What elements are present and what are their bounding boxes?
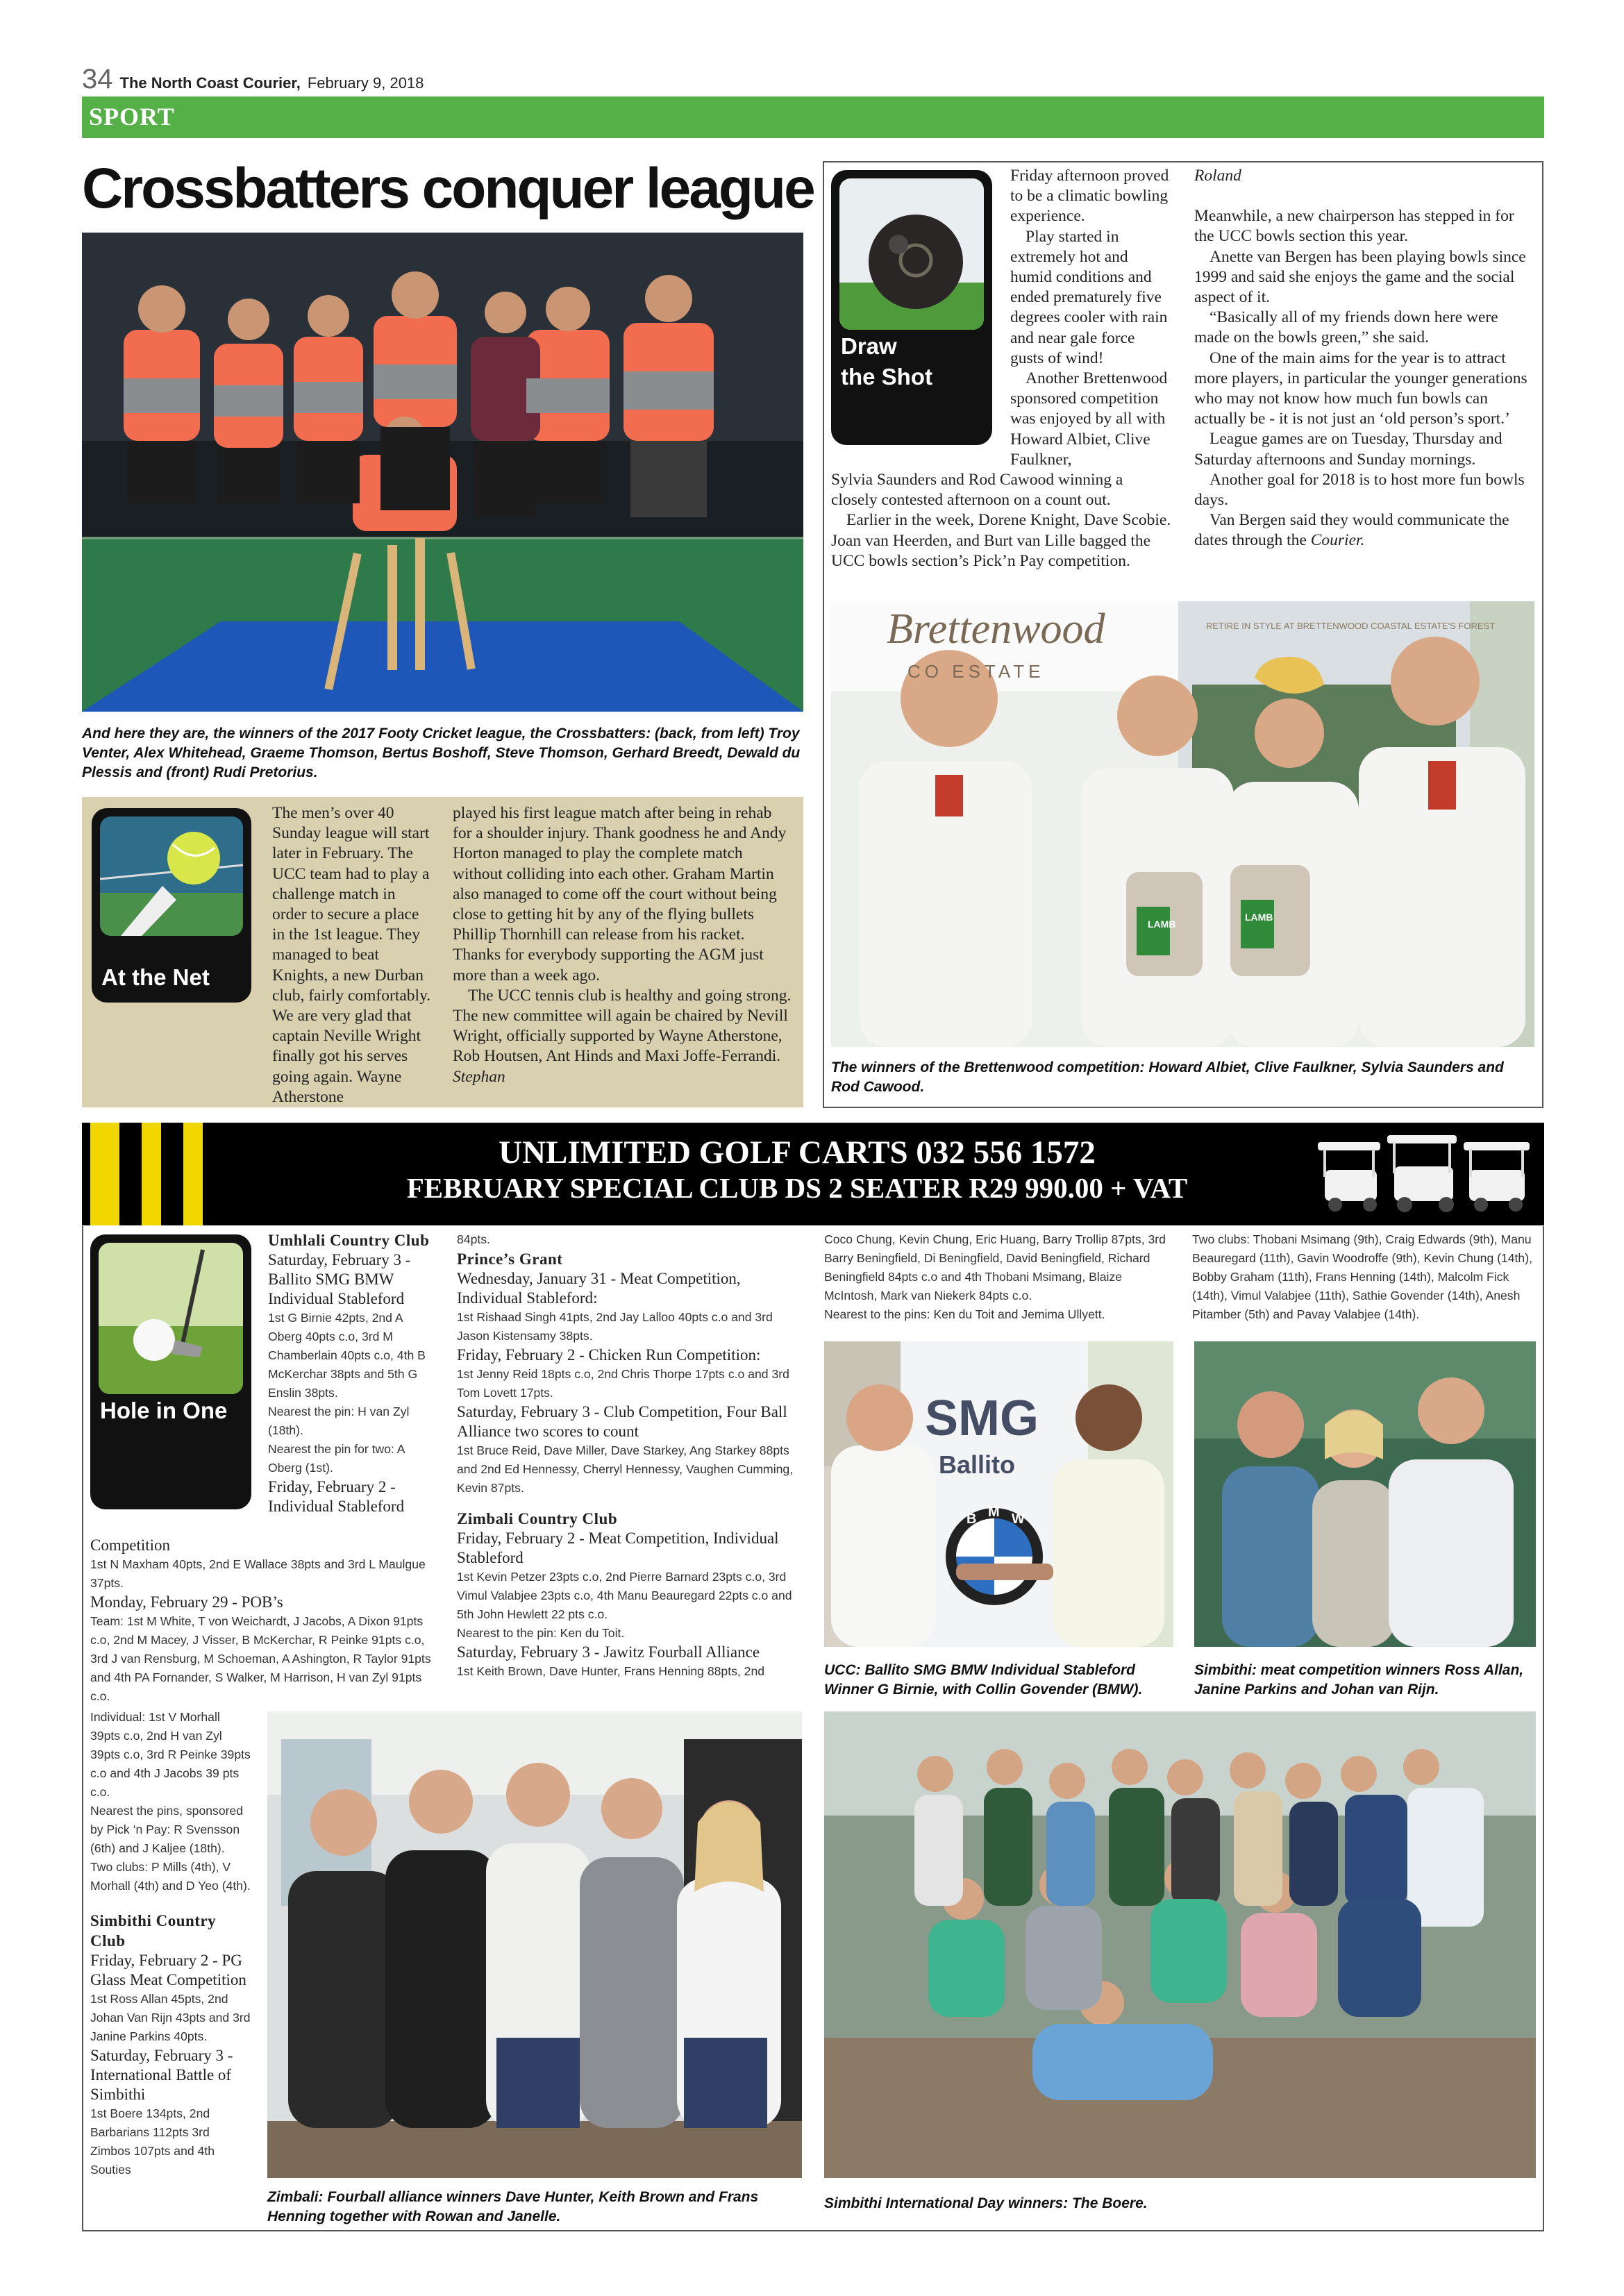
col3-b: Nearest to the pins: Ken du Toit and Jemima Ullyett. bbox=[824, 1307, 1105, 1321]
hole-in-one-label: Hole in One bbox=[100, 1398, 228, 1423]
umhlali-head: Umhlali Country Club bbox=[268, 1232, 430, 1249]
umhlali-block-2 bbox=[90, 1536, 435, 1706]
prince-r3: 1st Bruce Reid, Dave Miller, Dave Starkey, Ang Starkey 88pts and 2nd Ed Hennessy, Cherryl Hennessy, Vaughen Cumming, Kevin 87pts. bbox=[457, 1443, 794, 1495]
bmw-b: B bbox=[966, 1511, 977, 1527]
caption-ucc: UCC: Ballito SMG BMW Individual Stableford Winner G Birnie, with Collin Govender (BMW). bbox=[824, 1662, 1143, 1698]
photo-ucc-smg-bmw bbox=[824, 1341, 1173, 1647]
draw-p4: Sylvia Saunders and Rod Cawood winning a closely contested afternoon on a count out. bbox=[831, 471, 1123, 510]
page-number: 34 bbox=[82, 64, 113, 94]
ad-line1: UNLIMITED GOLF CARTS 032 556 1572 bbox=[499, 1134, 1096, 1171]
simbithi-head: Simbithi Country Club bbox=[90, 1912, 217, 1950]
draw-q7-text: Van Bergen said they would communicate the dates through the bbox=[1194, 511, 1509, 550]
brettenwood-sign-right: RETIRE IN STYLE AT BRETTENWOOD COASTAL ESTATE'S FOREST bbox=[1206, 621, 1496, 631]
section-bar bbox=[82, 97, 1544, 138]
at-the-net-p2: The UCC tennis club is healthy and going strong. The new committee will again be chaired by Nevill Wright, officially supported by Wayne Atherstone, Rob Houtsen, Ant Hinds and Maxi Joffe-Ferrandi. bbox=[453, 986, 792, 1066]
zimbali-sub2: Saturday, February 3 - Jawitz Fourball Alliance bbox=[457, 1643, 760, 1661]
at-the-net-box bbox=[82, 797, 803, 1107]
draw-q2: Anette van Bergen has been playing bowls since 1999 and said she enjoys the game and the social aspect of it. bbox=[1194, 247, 1526, 307]
at-the-net-col2 bbox=[453, 803, 793, 1087]
golf-carts-image bbox=[1311, 1128, 1540, 1220]
umhlali-r7: Nearest the pins, sponsored by Pick ‘n Pay: R Svensson (6th) and J Kaljee (18th). bbox=[90, 1804, 244, 1855]
umhlali-r6: Individual: 1st V Morhall 39pts c.o, 2nd H van Zyl 39pts c.o, 3rd R Peinke 39pts c.o and 4th J Jacobs 39 pts c.o. bbox=[90, 1710, 251, 1799]
photo-brettenwood-winners bbox=[831, 601, 1534, 1047]
headline-crossbatters: Crossbatters conquer league bbox=[82, 157, 814, 220]
umhlali-r3: Nearest the pin for two: A Oberg (1st). bbox=[268, 1442, 405, 1475]
draw-label-line2: the Shot bbox=[841, 364, 932, 389]
at-the-net-badge bbox=[92, 808, 251, 1003]
umhlali-r2: Nearest the pin: H van Zyl (18th). bbox=[268, 1405, 410, 1437]
col3-text: Coco Chung, Kevin Chung, Eric Huang, Barry Trollip 87pts, 3rd Barry Beningfield, Di Beningfield, David Beningfield, Richard Beningfield 84pts c.o and 4th Thobani Msimang, Blaize McIntosh, Mark van Niekerk 84pts c.o. bbox=[824, 1232, 1166, 1302]
draw-q5: League games are on Tuesday, Thursday and Saturday afternoons and Sunday mornings. bbox=[1194, 430, 1502, 469]
draw-q7-italic: Courier. bbox=[1310, 531, 1365, 550]
prince-r1: 1st Rishaad Singh 41pts, 2nd Jay Lalloo 40pts c.o and 3rd Jason Kistensamy 38pts. bbox=[457, 1310, 773, 1343]
tennis-ball-photo bbox=[100, 816, 243, 936]
draw-p1: Friday afternoon proved to be a climatic bowling experience. bbox=[1010, 167, 1169, 226]
draw-the-shot-label bbox=[841, 331, 932, 392]
bmw-m: M bbox=[988, 1505, 1000, 1520]
caption-brettenwood: The winners of the Brettenwood competition: Howard Albiet, Clive Faulkner, Sylvia Saunders and Rod Cawood. bbox=[831, 1059, 1504, 1095]
ad-line2: FEBRUARY SPECIAL CLUB DS 2 SEATER R29 990.00 + VAT bbox=[406, 1172, 1188, 1204]
photo-zimbali-fourball bbox=[267, 1711, 802, 2178]
ad-yellow-stripes bbox=[82, 1123, 243, 1225]
col2-top: 84pts. bbox=[457, 1232, 490, 1246]
caption-crossbatters: And here they are, the winners of the 2017 Footy Cricket league, the Crossbatters: (back, from left) Troy Venter, Alex Whitehead, Graeme Thomson, Bertus Boshoff, Steve Thomson, Gerhard Breedt, Dewald du Plessis and (front) Rudi Pretorius. bbox=[82, 726, 801, 780]
golf-col4 bbox=[1192, 1230, 1536, 1324]
folio bbox=[82, 64, 424, 97]
bag-label-2: LAMB bbox=[1245, 912, 1273, 923]
at-the-net-p1: played his first league match after being in rehab for a shoulder injury. Thank goodness he and Andy Horton managed to play the complete match without colliding into each other. Graham Martin also managed to come off the court without being close to getting hit by any of the flying bullets Phillip Thornhill can release from his racket. Thanks for everybody supporting the AGM just more than a week ago. bbox=[453, 804, 787, 984]
paper-name: The North Coast Courier, bbox=[119, 74, 301, 92]
zimbali-sub1: Friday, February 2 - Meat Competition, Individual Stableford bbox=[457, 1530, 779, 1566]
photo-crossbatters-team bbox=[82, 233, 803, 712]
at-the-net-col1: The men’s over 40 Sunday league will start later in February. The UCC team had to play a challenge match in order to secure a place in the 1st league. They managed to beat Knights, a new Durban club, fairly comfortably. We are very glad that captain Neville Wright finally got his serves going again. Wayne Atherstone bbox=[272, 804, 431, 1106]
zimbali-r1: 1st Kevin Petzer 23pts c.o, 2nd Pierre Barnard 23pts c.o, 3rd Vimul Valabjee 23pts c.o, 4th Manu Beauregard 22pts c.o and 5th John Hewlett 22 pts c.o. bbox=[457, 1570, 792, 1621]
hole-in-one-badge bbox=[90, 1234, 251, 1509]
brettenwood-sign-sub: CO ESTATE bbox=[907, 661, 1045, 682]
prince-sub2: Friday, February 2 - Chicken Run Competition: bbox=[457, 1346, 761, 1364]
golf-col3 bbox=[824, 1230, 1171, 1324]
draw-p5: Earlier in the week, Dorene Knight, Dave Scobie. Joan van Heerden, and Burt van Lille bagged the UCC bowls section’s Pick’n Pay competition. bbox=[831, 511, 1171, 570]
draw-q3: “Basically all of my friends down here were made on the bowls green,” she said. bbox=[1194, 308, 1498, 347]
umhlali-block bbox=[268, 1230, 435, 1516]
prince-r2: 1st Jenny Reid 18pts c.o, 2nd Chris Thorpe 17pts c.o and 3rd Tom Lovett 17pts. bbox=[457, 1367, 789, 1400]
draw-col1-narrow bbox=[1010, 166, 1171, 470]
simbithi-sub1: Friday, February 2 - PG Glass Meat Competition bbox=[90, 1952, 246, 1988]
issue-date: February 9, 2018 bbox=[307, 74, 424, 92]
section-label: SPORT bbox=[89, 103, 175, 131]
zimbali-r2: Nearest to the pin: Ken du Toit. bbox=[457, 1626, 625, 1640]
simbithi-r1: 1st Ross Allan 45pts, 2nd Johan Van Rijn 43pts and 3rd Janine Parkins 40pts. bbox=[90, 1992, 251, 2043]
smg-text: SMG bbox=[925, 1391, 1039, 1446]
draw-q7 bbox=[1194, 510, 1534, 551]
umhlali-sub1: Saturday, February 3 - Ballito SMG BMW Individual Stableford bbox=[268, 1251, 411, 1307]
umhlali-sub2b: Competition bbox=[90, 1536, 170, 1554]
at-the-net-signoff: Stephan bbox=[453, 1067, 505, 1086]
simbithi-r2: 1st Boere 134pts, 2nd Barbarians 112pts 3rd Zimbos 107pts and 4th Souties bbox=[90, 2106, 215, 2177]
golf-col2 bbox=[457, 1230, 801, 1681]
umhlali-r1: 1st G Birnie 42pts, 2nd A Oberg 40pts c.o, 3rd M Chamberlain 40pts c.o, 4th B McKerchar 38pts and 5th G Enslin 38pts. bbox=[268, 1311, 426, 1400]
bowling-ball-photo bbox=[839, 178, 984, 330]
simbithi-sub2: Saturday, February 3 - International Battle of Simbithi bbox=[90, 2047, 233, 2103]
brettenwood-sign: Brettenwood bbox=[887, 605, 1105, 653]
zimbali-head: Zimbali Country Club bbox=[457, 1510, 618, 1527]
ballito-text: Ballito bbox=[939, 1450, 1016, 1479]
draw-p3: Another Brettenwood sponsored competition was enjoyed by all with Howard Albiet, Clive Faulkner, bbox=[1010, 369, 1168, 469]
photo-simbithi-meat bbox=[1194, 1341, 1536, 1647]
bmw-w: W bbox=[1012, 1511, 1025, 1527]
at-the-net-label: At the Net bbox=[101, 964, 210, 990]
caption-zimbali: Zimbali: Fourball alliance winners Dave Hunter, Keith Brown and Frans Henning together with Rowan and Janelle. bbox=[267, 2189, 759, 2224]
draw-q1: Meanwhile, a new chairperson has stepped in for the UCC bowls section this year. bbox=[1194, 207, 1514, 246]
caption-simbithi-meat: Simbithi: meat competition winners Ross Allan, Janine Parkins and Johan van Rijn. bbox=[1194, 1662, 1524, 1698]
ad-golf-carts bbox=[82, 1123, 1544, 1225]
draw-the-shot-badge bbox=[831, 170, 992, 445]
draw-signoff: Roland bbox=[1194, 167, 1241, 185]
caption-simbithi-intl: Simbithi International Day winners: The Boere. bbox=[824, 2195, 1148, 2211]
umhlali-sub2a: Friday, February 2 - Individual Stableford bbox=[268, 1478, 405, 1515]
umhlali-r8: Two clubs: P Mills (4th), V Morhall (4th) and D Yeo (4th). bbox=[90, 1860, 251, 1893]
umhlali-r5: Team: 1st M White, T von Weichardt, J Jacobs, A Dixon 91pts c.o, 2nd M Macey, J Visser, B McKerchar, R Peinke 91pts c.o, 3rd J van Rensburg, M Schoeman, A Ashington, R Taylor 91pts and 4th PA Fornander, S Walker, M Harrison, H van Zyl 91pts c.o. bbox=[90, 1614, 431, 1703]
draw-label-line1: Draw bbox=[841, 333, 897, 359]
draw-q4: One of the main aims for the year is to attract more players, in particular the younger generations who may not know how much fun bowls can actually be - it is not just an ‘old person’s sport.’ bbox=[1194, 349, 1527, 428]
prince-head: Prince’s Grant bbox=[457, 1250, 563, 1268]
draw-q6: Another goal for 2018 is to host more fun bowls days. bbox=[1194, 470, 1525, 510]
umhlali-sub3: Monday, February 29 - POB’s bbox=[90, 1593, 283, 1611]
umhlali-block-3 bbox=[90, 1708, 251, 2179]
prince-sub1: Wednesday, January 31 - Meat Competition, Individual Stableford: bbox=[457, 1270, 741, 1307]
draw-col1-wide bbox=[831, 470, 1171, 571]
col4-text: Two clubs: Thobani Msimang (9th), Craig Edwards (9th), Manu Beauregard (11th), Gavin Woodroffe (9th), Kevin Chung (14th), Bobby Graham (11th), Frans Henning (14th), Malcolm Fick (14th), Vimul Valabjee (11th), Sathie Govender (14th), Anesh Pitamber (5th) and Pavay Valabjee (14th). bbox=[1192, 1232, 1532, 1321]
bag-label-1: LAMB bbox=[1148, 919, 1176, 930]
photo-simbithi-boere bbox=[824, 1711, 1536, 2178]
golf-ball-photo bbox=[99, 1243, 243, 1394]
prince-sub3: Saturday, February 3 - Club Competition, Four Ball Alliance two scores to count bbox=[457, 1403, 787, 1440]
zimbali-r3: 1st Keith Brown, Dave Hunter, Frans Henning 88pts, 2nd bbox=[457, 1664, 765, 1678]
umhlali-r4: 1st N Maxham 40pts, 2nd E Wallace 38pts and 3rd L Maulgue 37pts. bbox=[90, 1557, 426, 1590]
draw-col2 bbox=[1194, 166, 1534, 551]
draw-p2: Play started in extremely hot and humid conditions and ended prematurely five degrees cooler with rain and near gale force gusts of wind! bbox=[1010, 227, 1168, 367]
